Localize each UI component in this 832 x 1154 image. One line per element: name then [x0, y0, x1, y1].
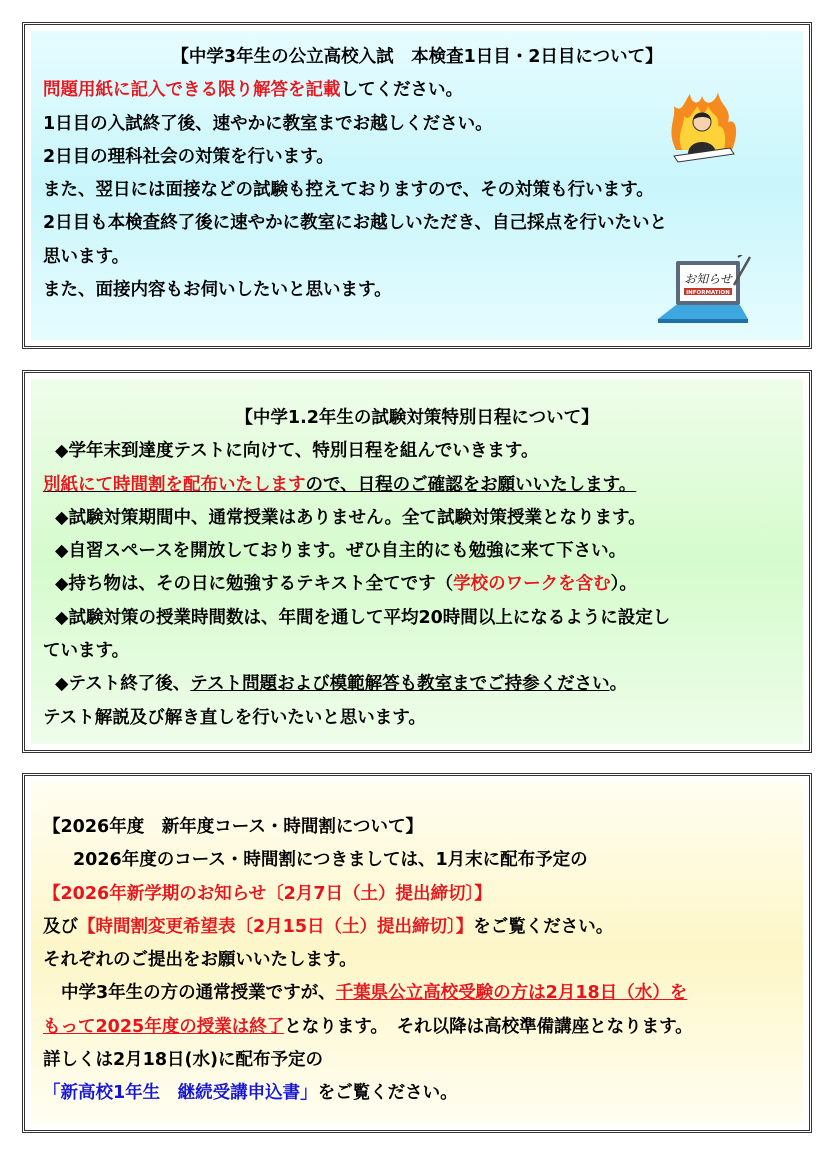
bullet-line: ◆テスト終了後、テスト問題および模範解答も教室までご持参ください。 [55, 674, 628, 695]
paragraph-line: 2026年度のコース・時間割につきましては、1月末に配布予定の [73, 850, 588, 871]
paragraph-line: それぞれのご提出をお願いいたします。 [43, 950, 357, 971]
bullet-line: ◆学年末到達度テストに向けて、特別日程を組んでいきます。 [55, 441, 539, 462]
paragraph-line: 1日目の入試終了後、速やかに教室までお越しください。 [43, 113, 493, 134]
highlight-text: 学校のワークを含む [453, 574, 611, 595]
highlight-text: もって2025年度の授業は終了 [43, 1016, 285, 1037]
paragraph-line: 及び【時間割変更希望表〔2月15日（土）提出締切〕】をご覧ください。 [43, 916, 614, 937]
bullet-line: ◆試験対策期間中、通常授業はありません。全て試験対策授業となります。 [55, 507, 646, 528]
underlined-text: テスト問題および模範解答も教室までご持参ください [190, 674, 610, 695]
section-title: 【中学1.2年生の試験対策特別日程について】 [235, 408, 599, 428]
paragraph-line: 詳しくは2月18日(水)に配布予定の [43, 1050, 324, 1071]
paragraph-line: テスト解説及び解き直しを行いたいと思います。 [43, 707, 426, 728]
paragraph-line: 中学3年生の方の通常授業ですが、千葉県公立高校受験の方は2月18日（水）を [61, 983, 688, 1004]
bullet-line: ◆自習スペースを開放しております。ぜひ自主的にも勉強に来て下さい。 [55, 541, 627, 562]
paragraph-line: 別紙にて時間割を配布いたしますので、日程のご確認をお願いいたします。 [43, 474, 637, 495]
highlight-text: 【2026年新学期のお知らせ〔2月7日（土）提出締切〕】 [43, 883, 492, 904]
paragraph-line: 2日目の理科社会の対策を行います。 [43, 146, 334, 167]
paragraph-line: また、翌日には面接などの試験も控えておりますので、その対策も行います。 [43, 180, 654, 201]
bullet-line: ◆試験対策の授業時間数は、年間を通して平均20時間以上になるように設定し [55, 607, 671, 628]
form-name-text: 「新高校1年生 継続受講申込書」 [43, 1083, 318, 1104]
paragraph-line: 問題用紙に記入できる限り解答を記載してください。 [43, 80, 463, 101]
section-new-year-courses [22, 773, 812, 1133]
highlight-text: 別紙にて時間割を配布いたします [43, 474, 306, 495]
section-title: 【中学3年生の公立高校入試 本検査1日目・2日目について】 [171, 47, 663, 67]
paragraph-line: 2日目も本検査終了後に速やかに教室にお越しいただき、自己採点を行いたいと [43, 213, 667, 234]
section-new-year-courses-panel [31, 782, 803, 1124]
paragraph-line: ています。 [43, 641, 130, 662]
highlight-text: 千葉県公立高校受験の方は2月18日（水）を [335, 983, 688, 1004]
notice-image-text: お知らせ [684, 272, 732, 286]
paragraph-line: 「新高校1年生 継続受講申込書」をご覧ください。 [43, 1083, 458, 1104]
section-title: 【2026年度 新年度コース・時間割について】 [43, 817, 423, 837]
paragraph-line: もって2025年度の授業は終了となります。 それ以降は高校準備講座となります。 [43, 1016, 693, 1037]
burning-student-illustration [662, 90, 742, 170]
paragraph-line: 思います。 [43, 246, 130, 267]
highlight-text: 問題用紙に記入できる限り解答を記載 [43, 80, 341, 101]
paragraph-line: また、面接内容もお伺いしたいと思います。 [43, 280, 392, 301]
highlight-text: 【時間割変更希望表〔2月15日（土）提出締切〕】 [78, 916, 474, 937]
bullet-line: ◆持ち物は、その日に勉強するテキスト全てです（学校のワークを含む）。 [55, 574, 637, 595]
laptop-notice-illustration [652, 255, 752, 327]
notice-image-subtext: INFORMATION [686, 290, 730, 296]
section-test-schedule [22, 370, 812, 753]
section-test-schedule-panel [31, 379, 803, 744]
